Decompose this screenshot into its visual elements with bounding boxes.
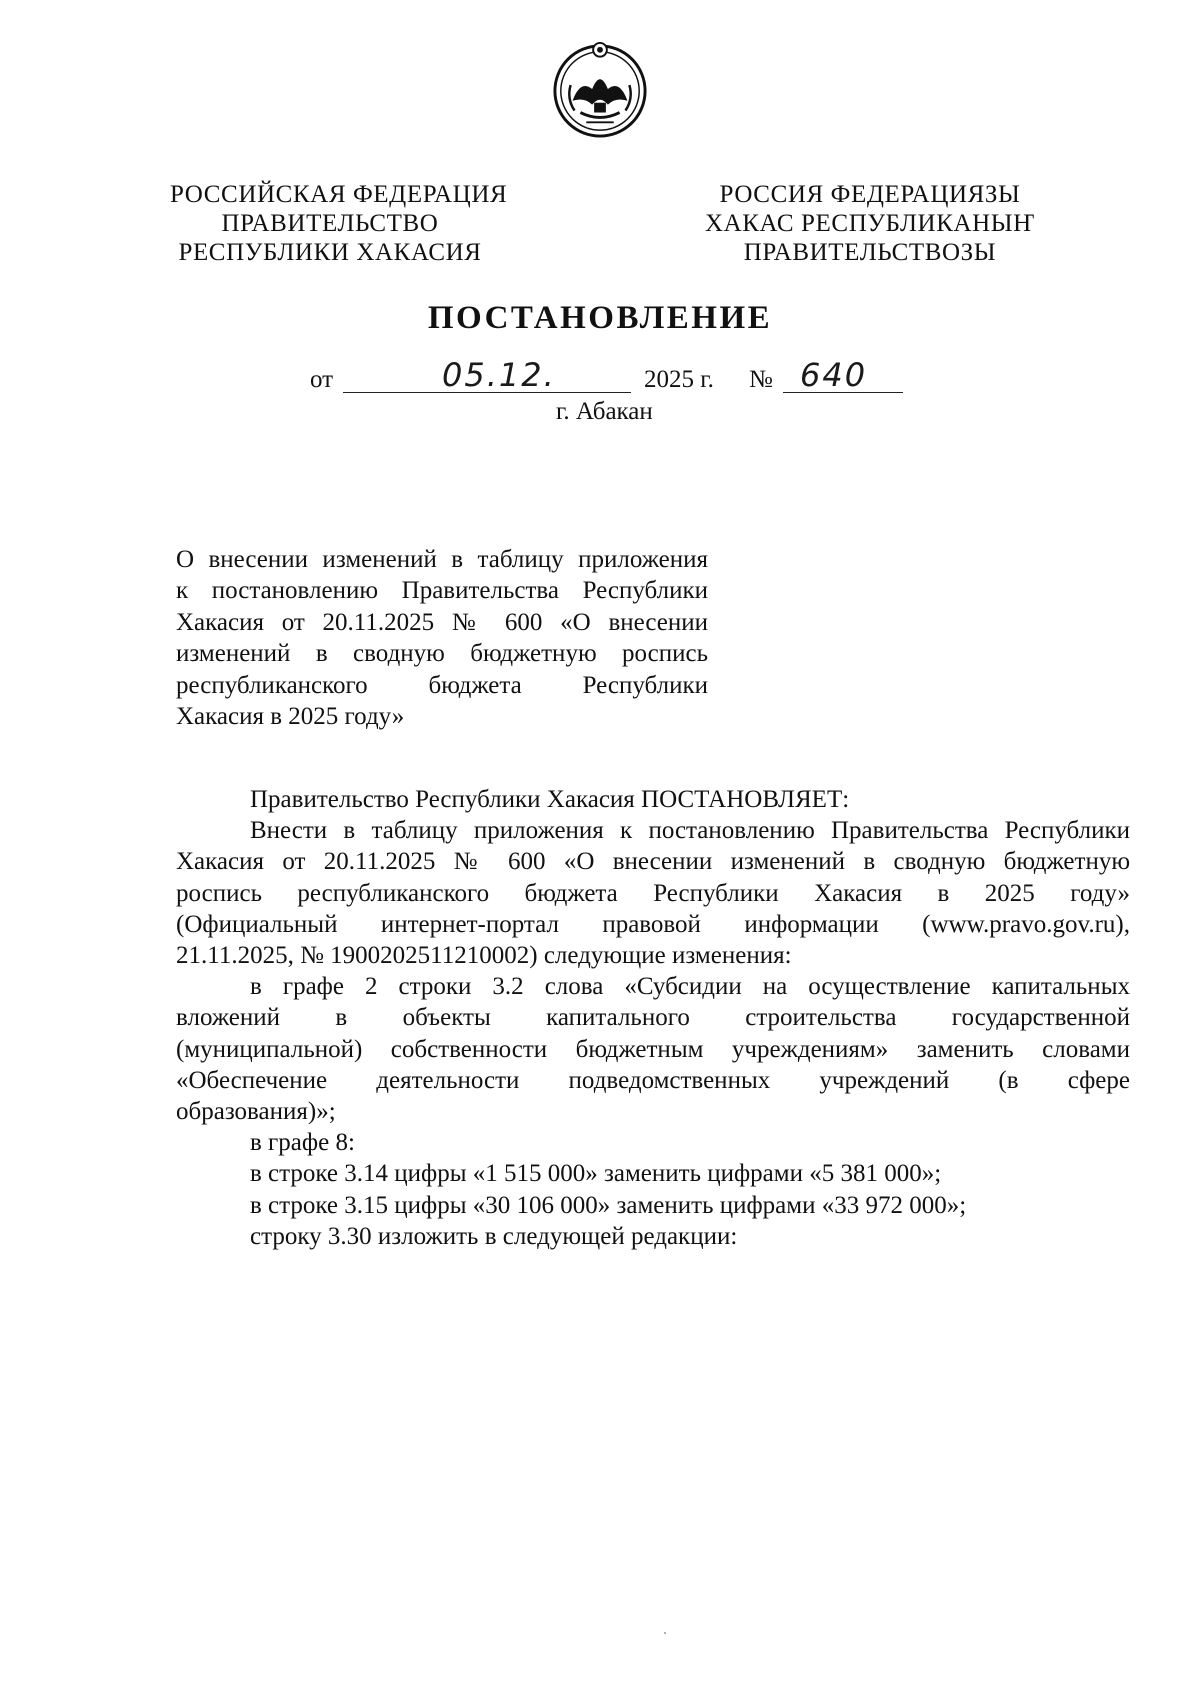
- header-left: [170, 180, 508, 267]
- scan-speck: [664, 1632, 666, 1634]
- paragraph-line: «Обеспечение деятельности подведомственных учреждений (в сфере: [176, 1066, 1130, 1094]
- header-right: [690, 180, 1050, 267]
- subject-line: изменений в сводную бюджетную роспись: [176, 640, 708, 668]
- paragraph-main: [176, 815, 1130, 971]
- subject-line: Хакасия в 2025 году»: [176, 703, 405, 731]
- paragraph-line: Внести в таблицу приложения к постановлению Правительства Республики: [250, 817, 1130, 845]
- document-subject: [176, 544, 708, 732]
- handwritten-date: 05.12.: [442, 356, 556, 394]
- document-title: ПОСТАНОВЛЕНИЕ: [427, 300, 773, 336]
- paragraph-line: в графе 2 строки 3.2 слова «Субсидии на осуществление капитальных: [250, 973, 1130, 1001]
- header-left-line: РОССИЙСКАЯ ФЕДЕРАЦИЯ: [170, 181, 508, 208]
- row-3-15-line: в строке 3.15 цифры «30 106 000» заменить цифрами «33 972 000»;: [250, 1191, 967, 1219]
- header-right-line: ПРАВИТЕЛЬСТВОЗЫ: [743, 239, 997, 266]
- paragraph-line: Хакасия от 20.11.2025 № 600 «О внесении изменений в сводную бюджетную: [176, 848, 1130, 876]
- handwritten-number: 640: [800, 356, 868, 394]
- resolves-line: Правительство Республики Хакасия ПОСТАНОВЛЯЕТ:: [250, 786, 850, 813]
- paragraph-line: (муниципальной) собственности бюджетным учреждениям» заменить словами: [176, 1035, 1130, 1063]
- header-left-line: ПРАВИТЕЛЬСТВО: [221, 210, 439, 237]
- city-label: г. Абакан: [556, 398, 653, 425]
- paragraph-line: (Официальный интернет-портал правовой информации (www.pravo.gov.ru),: [176, 910, 1130, 938]
- year-label: 2025 г.: [644, 366, 714, 393]
- row-3-30-line: строку 3.30 изложить в следующей редакции:: [250, 1222, 738, 1250]
- subject-line: республиканского бюджета Республики: [176, 671, 708, 699]
- document-body: [176, 784, 1130, 1252]
- paragraph-column2: [176, 971, 1130, 1127]
- number-label: №: [749, 366, 773, 393]
- subject-line: Хакасия от 20.11.2025 № 600 «О внесении: [176, 608, 708, 636]
- row-3-14-line: в строке 3.14 цифры «1 515 000» заменить цифрами «5 381 000»;: [250, 1160, 942, 1188]
- subject-line: О внесении изменений в таблицу приложения: [176, 546, 708, 573]
- header-left-line: РЕСПУБЛИКИ ХАКАСИЯ: [178, 239, 482, 266]
- paragraph-line: 21.11.2025, № 1900202511210002) следующие изменения:: [176, 942, 792, 970]
- header-right-line: РОССИЯ ФЕДЕРАЦИЯЗЫ: [719, 181, 1021, 208]
- header-right-line: ХАКАС РЕСПУБЛИКАНЫҤ: [704, 210, 1036, 237]
- graph8-line: в графе 8:: [250, 1129, 355, 1157]
- paragraph-line: вложений в объекты капитального строительства государственной: [176, 1004, 1130, 1032]
- paragraph-line: образования)»;: [176, 1098, 336, 1126]
- paragraph-line: роспись республиканского бюджета Республики Хакасия в 2025 году»: [176, 879, 1130, 907]
- subject-line: к постановлению Правительства Республики: [176, 577, 708, 605]
- khakassia-coat-of-arms-icon: [551, 40, 649, 138]
- from-label: от: [310, 366, 334, 393]
